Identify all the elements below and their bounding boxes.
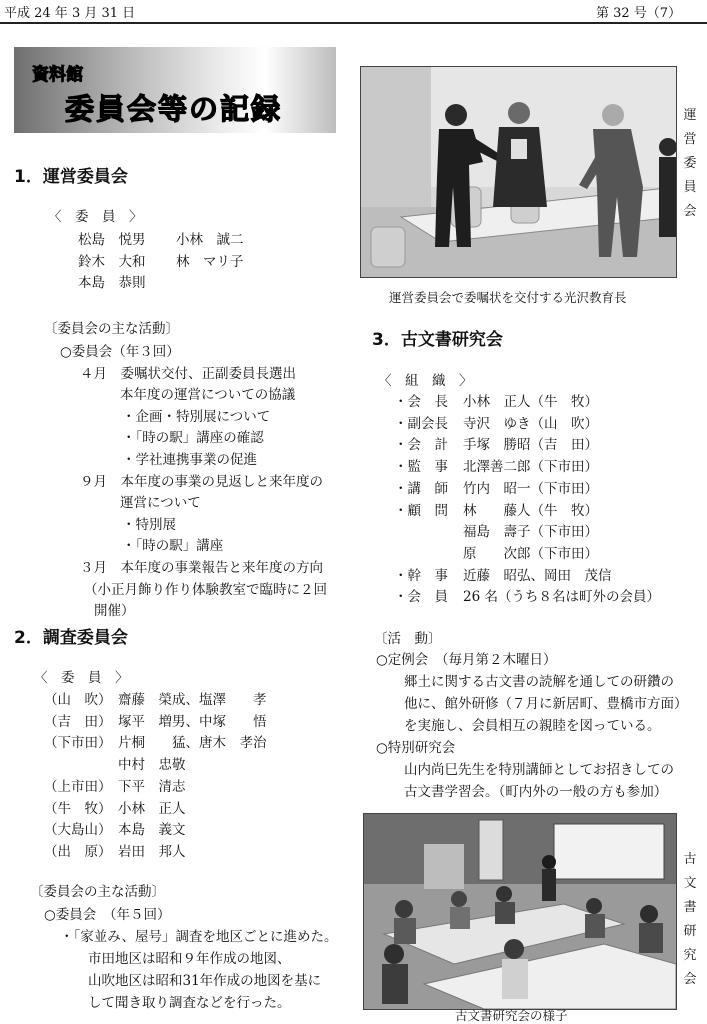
section1-members-label: 〈 委 員 〉 (48, 209, 143, 225)
member-district: （山 吹） (44, 692, 112, 708)
header-rule (0, 22, 707, 24)
member-name: 松島 悦男 (78, 232, 146, 248)
member-name: 小林 誠二 (176, 232, 244, 248)
page-title: 委員会等の記録 (65, 92, 283, 126)
member-district: （上市田） (44, 778, 112, 795)
activity-line: 山内尚巳先生を特別講師としてお招きしての (404, 762, 674, 778)
section3-heading: 3．古文書研究会 (372, 330, 503, 350)
activity-line: ・特別展 (122, 516, 176, 533)
member-name: 下平 清志 (118, 778, 186, 795)
activity-line: 開催） (94, 603, 135, 620)
member-district: （大島山） (44, 822, 112, 839)
photo1-caption: 運営委員会で委嘱状を交付する光沢教育長 (389, 290, 627, 305)
activity-line: ・企画・特別展について (122, 408, 271, 425)
org-member: 北澤善二郎（下市田） (463, 459, 598, 476)
photo2-vertical-caption: 古文書研究会 (683, 852, 697, 987)
org-role: ・顧 問 (394, 502, 448, 519)
member-district: （吉 田） (44, 713, 112, 730)
section2-members-label: 〈 委 員 〉 (34, 670, 129, 686)
activity-line: ・学社連携事業の促進 (122, 452, 257, 468)
org-member: 林 藤人（牛 牧） (463, 502, 598, 519)
activity-line: ・「時の駅」講座の確認 (122, 430, 264, 447)
member-name: 塚平 増男、中塚 悟 (118, 713, 267, 730)
section3-org-label: 〈 組 織 〉 (378, 373, 473, 389)
member-district: （下市田） (44, 735, 112, 752)
member-name: 鈴木 大和 (78, 253, 146, 270)
activity-line: ○定例会 （毎月第２木曜日） (376, 652, 557, 668)
org-member: 福島 壽子（下市田） (463, 524, 598, 541)
issue-date: 平成 24 年 3 月 31 日 (4, 6, 136, 21)
org-role: ・会 長 (394, 394, 448, 410)
member-name: 林 マリ子 (176, 253, 244, 270)
activity-line: 市田地区は昭和９年作成の地図、 (88, 951, 291, 967)
activity-line: 郷土に関する古文書の読解を通しての研鑽の (404, 674, 674, 690)
activity-line: ○委員会 （年５回） (44, 907, 171, 923)
org-member: 26 名（うち８名は町外の会員） (463, 589, 660, 606)
org-member: 小林 正人（牛 牧） (463, 394, 598, 410)
activity-line: ・「家並み、屋号」調査を地区ごとに進めた。 (60, 929, 338, 945)
activity-line: ○特別研究会 (376, 740, 456, 756)
org-role: ・副会長 (394, 415, 448, 432)
org-role: ・講 師 (394, 480, 448, 497)
section2-activities-label: 〔委員会の主な活動〕 (30, 884, 165, 900)
member-name: 片桐 猛、唐木 孝治 (118, 735, 267, 752)
study-group-photo (363, 813, 677, 1010)
activity-line: （小正月飾り作り体験教室で臨時に２回 (84, 581, 327, 598)
org-member: 近藤 昭弘、岡田 茂信 (463, 567, 612, 584)
org-member: 手塚 勝昭（吉 田） (463, 437, 598, 454)
member-name: 中村 忠敬 (118, 757, 186, 774)
section1-activities-label: 〔委員会の主な活動〕 (44, 321, 179, 337)
org-member: 寺沢 ゆき（山 吹） (463, 415, 598, 432)
org-member: 竹内 昭一（下市田） (463, 480, 598, 497)
activity-line: を実施し、会員相互の親睦を図っている。 (404, 718, 661, 734)
org-role: ・会 員 (394, 589, 448, 606)
committee-photo-image (361, 67, 676, 277)
activity-line: ○委員会（年３回） (60, 344, 180, 360)
org-role: ・監 事 (394, 459, 448, 476)
activity-line: ３月 本年度の事業報告と来年度の方向 (80, 560, 323, 576)
member-name: 本島 義文 (118, 822, 186, 839)
activity-line: 古文書学習会。（町内外の一般の方も参加） (404, 784, 668, 800)
member-name: 小林 正人 (118, 800, 186, 817)
section2-heading: 2．調査委員会 (14, 628, 128, 648)
activity-line: 運営について (120, 495, 201, 512)
org-role: ・幹 事 (394, 567, 448, 584)
banner-subtitle: 資料館 (32, 65, 83, 85)
photo1-vertical-caption: 運営委員会 (683, 108, 697, 219)
issue-number: 第 32 号（7） (596, 6, 682, 21)
section1-heading: 1．運営委員会 (14, 167, 128, 187)
committee-photo (360, 66, 677, 278)
org-role: ・会 計 (394, 437, 448, 454)
member-district: （出 原） (44, 843, 112, 860)
activity-line: ・「時の駅」講座 (122, 538, 224, 555)
photo2-caption: 古文書研究会の様子 (455, 1008, 568, 1023)
member-name: 齋藤 榮成、塩澤 孝 (118, 692, 267, 708)
activity-line: ９月 本年度の事業の見返しと来年度の (80, 473, 323, 490)
section3-activities-label: 〔活 動〕 (374, 631, 442, 647)
org-member: 原 次郎（下市田） (463, 545, 598, 562)
activity-line: 他に、館外研修（７月に新居町、豊橋市方面） (404, 696, 688, 712)
member-name: 本島 恭則 (78, 275, 146, 291)
activity-line: 山吹地区は昭和31年作成の地図を基に (88, 973, 322, 989)
study-group-photo-image (364, 814, 676, 1009)
activity-line: 本年度の運営についての協議 (120, 387, 296, 404)
member-district: （牛 牧） (44, 800, 112, 817)
member-name: 岩田 邦人 (118, 843, 186, 860)
activity-line: して聞き取り調査などを行った。 (88, 995, 291, 1011)
activity-line: ４月 委嘱状交付、正副委員長選出 (80, 365, 296, 382)
